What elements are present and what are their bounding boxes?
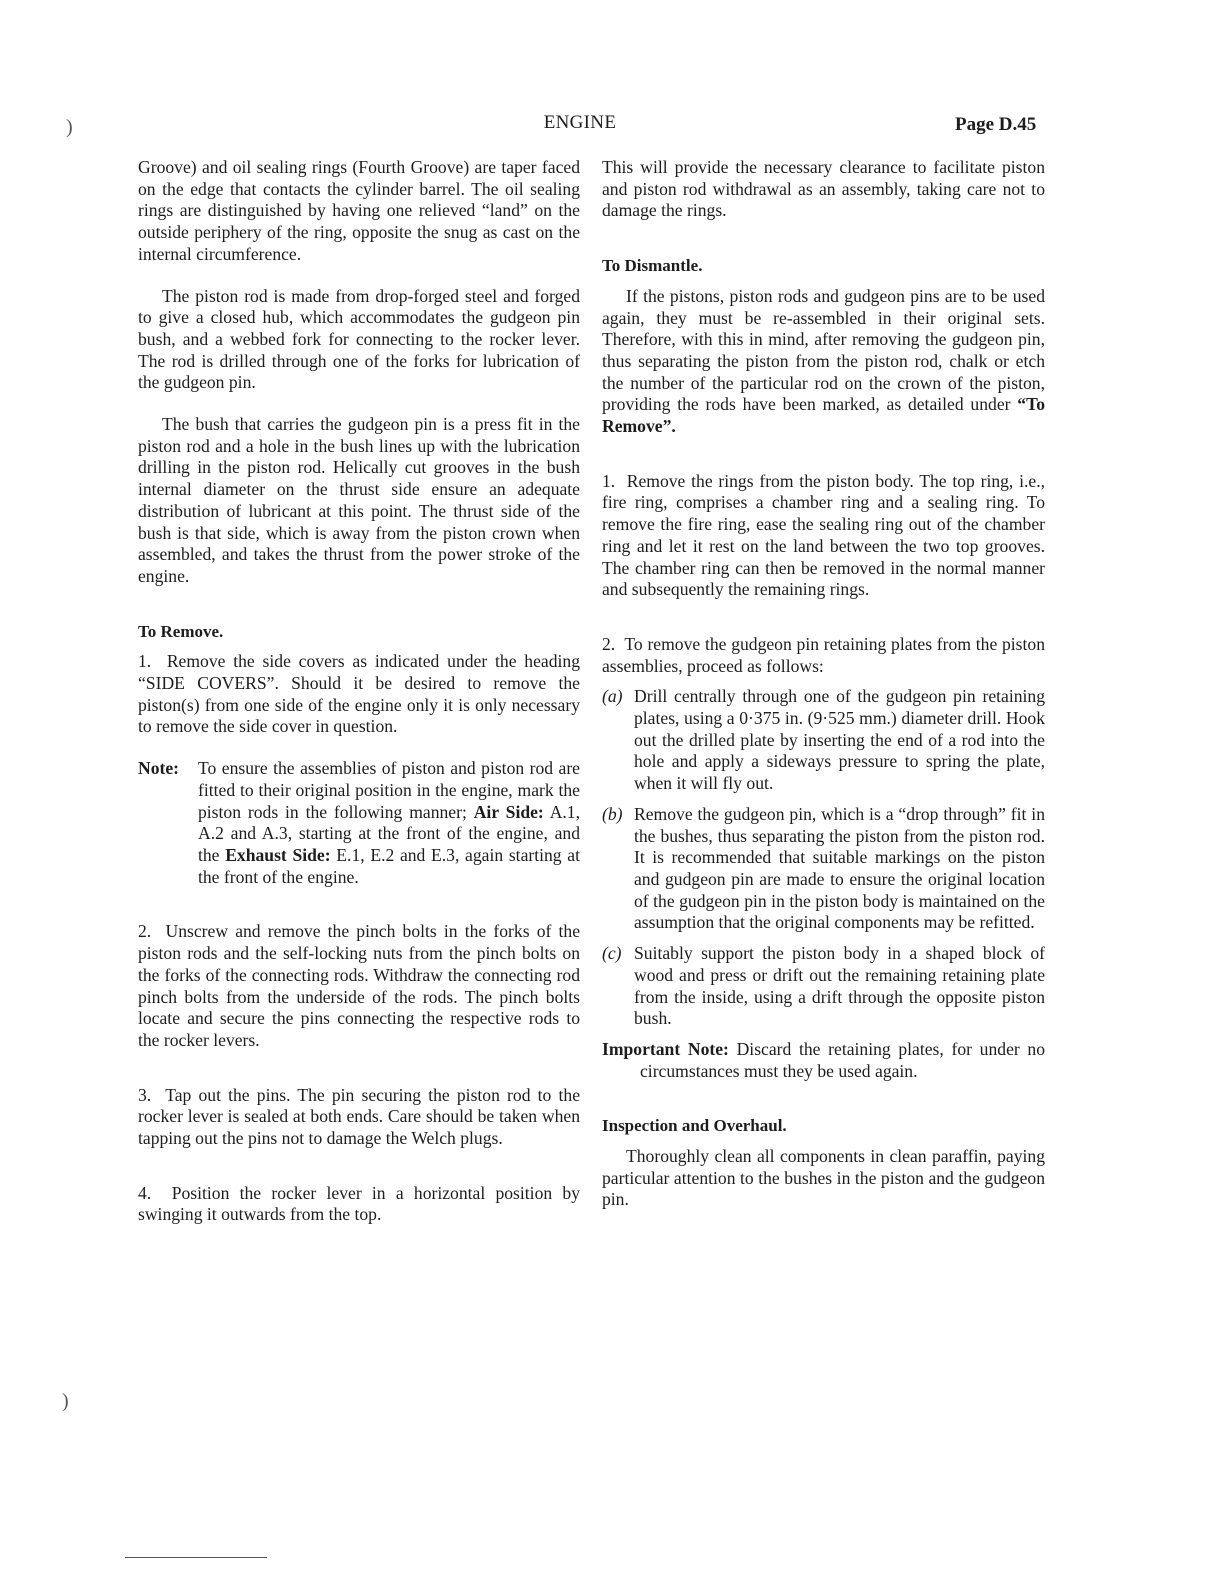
remove-step-3	[138, 1085, 580, 1150]
page-header-title: ENGINE	[543, 112, 617, 133]
remove-step-4	[138, 1183, 580, 1226]
right-column	[602, 157, 1045, 1211]
page-number: Page D.45	[955, 114, 1037, 135]
step-text: To remove the gudgeon pin retaining plates from the piston assemblies, proceed as follows:	[602, 633, 1046, 676]
heading-inspection: Inspection and Overhaul.	[602, 1116, 787, 1136]
remove-step-2	[138, 921, 580, 1051]
step-number: 2.	[602, 633, 616, 654]
note-label: Note:	[138, 758, 180, 779]
substep-b	[602, 804, 1045, 934]
step-text: Remove the side covers as indicated under the heading “SIDE COVERS”. Should it be desired to remove the piston(s) from one side of the engine only it is only necessary to remove the side cover in question.	[138, 651, 580, 737]
left-paragraph-piston-rod: The piston rod is made from drop-forged steel and forged to give a closed hub, which accommodates the gudgeon pin bush, and a webbed fork for connecting to the rocker lever. The rod is drilled through one of the forks for lubrication of the gudgeon pin.	[138, 285, 580, 393]
note-text-b: A.1, A.2 and A.3, starting at the front of the engine, and the	[198, 801, 580, 865]
step-number: 3.	[138, 1084, 152, 1105]
to-remove-reference: “To Remove”.	[602, 394, 1046, 437]
substep-text: Remove the gudgeon pin, which is a “drop through” fit in the bushes, thus separating the piston from the piston rod. It is recommended that suitable markings on the piston and gudgeon pin are made to ensure the original location of the gudgeon pin in the piston body is maintained on the assumption that the original components may be refitted.	[634, 803, 1045, 933]
step-text: Tap out the pins. The pin securing the piston rod to the rocker lever is sealed at both ends. Care should be taken when tapping out the pins not to damage the Welch plugs.	[138, 1084, 581, 1149]
remove-step-1	[138, 651, 580, 738]
substep-a	[602, 686, 1045, 795]
air-side-label: Air Side:	[473, 801, 544, 822]
note-text-c: E.1, E.2 and E.3, again starting at the front of the engine.	[198, 844, 580, 887]
important-note	[602, 1039, 1045, 1082]
note-text-a: To ensure the assemblies of piston and piston rod are fitted to their original position in the engine, mark the piston rods in the following manner;	[198, 758, 580, 822]
step-number: 1.	[602, 470, 616, 491]
step-text: Unscrew and remove the pinch bolts in the forks of the piston rods and the self-locking nuts from the pinch bolts on the forks of the connecting rods. Withdraw the connecting rod pinch bolts from the underside of the rods. The pinch bolts locate and secure the pins connecting the respective rods to the rocker levers.	[138, 921, 581, 1050]
footer-rule	[125, 1557, 267, 1558]
substep-text: Suitably support the piston body in a shaped block of wood and press or drift out the remaining retaining plate from the inside, using a drift through the opposite piston bush.	[634, 943, 1045, 1029]
step-number: 1.	[138, 651, 152, 672]
heading-to-dismantle: To Dismantle.	[602, 256, 703, 276]
note-block	[138, 758, 580, 888]
right-paragraph-dismantle	[602, 286, 1045, 438]
substep-c	[602, 943, 1045, 1030]
substep-label: (b)	[602, 803, 623, 824]
step-text: Position the rocker lever in a horizontal position by swinging it outwards from the top.	[138, 1182, 580, 1225]
dismantle-step-2	[602, 634, 1045, 677]
left-column	[138, 157, 580, 1226]
right-paragraph-clearance: This will provide the necessary clearance to facilitate piston and piston rod withdrawal as an assembly, taking care not to damage the rings.	[602, 157, 1045, 221]
substep-text: Drill centrally through one of the gudgeon pin retaining plates, using a 0·375 in. (9·525 mm.) diameter drill. Hook out the drilled plate by inserting the end of a rod into the hole and apply a sideways pressure to spring the plate, when it will fly out.	[634, 686, 1045, 794]
binding-hole-mark-top: )	[66, 116, 73, 138]
substep-label: (a)	[602, 686, 623, 707]
important-note-text: Discard the retaining plates, for under no circumstances must they be used again.	[640, 1038, 1046, 1081]
heading-to-remove: To Remove.	[138, 621, 224, 641]
dismantle-step-1	[602, 471, 1045, 601]
binding-hole-mark-bottom: )	[62, 1390, 69, 1412]
step-number: 2.	[138, 921, 152, 942]
right-paragraph-inspection: Thoroughly clean all components in clean paraffin, paying particular attention to the bushes in the piston and the gudgeon pin.	[602, 1146, 1045, 1210]
step-text: Remove the rings from the piston body. The top ring, i.e., fire ring, comprises a chamber ring and a sealing ring. To remove the fire ring, ease the sealing ring out of the chamber ring and let it rest on the land between the two top grooves. The chamber ring can then be removed in the normal manner and subsequently the remaining rings.	[602, 470, 1045, 600]
dismantle-text: If the pistons, piston rods and gudgeon pins are to be used again, they must be re-assembled in their original sets. Therefore, with this in mind, after removing the gudgeon pin, thus separating the piston from the piston rod, chalk or etch the number of the particular rod on the crown of the piston, providing the rods have been marked, as detailed under	[602, 285, 1045, 415]
substep-label: (c)	[602, 943, 622, 964]
step-number: 4.	[138, 1182, 152, 1203]
left-paragraph-bush: The bush that carries the gudgeon pin is a press fit in the piston rod and a hole in the bush lines up with the lubrication drilling in the piston rod. Helically cut grooves in the bush internal diameter on the thrust side ensure an adequate distribution of lubricant at this point. The thrust side of the bush is that side, which is away from the piston crown when assembled, and takes the thrust from the power stroke of the engine.	[138, 414, 580, 586]
important-note-label: Important Note:	[602, 1038, 729, 1059]
exhaust-side-label: Exhaust Side:	[225, 844, 331, 865]
left-paragraph-rings: Groove) and oil sealing rings (Fourth Groove) are taper faced on the edge that contacts the cylinder barrel. The oil sealing rings are distinguished by having one relieved “land” on the outside periphery of the ring, opposite the snug as cast on the internal circumference.	[138, 157, 580, 264]
